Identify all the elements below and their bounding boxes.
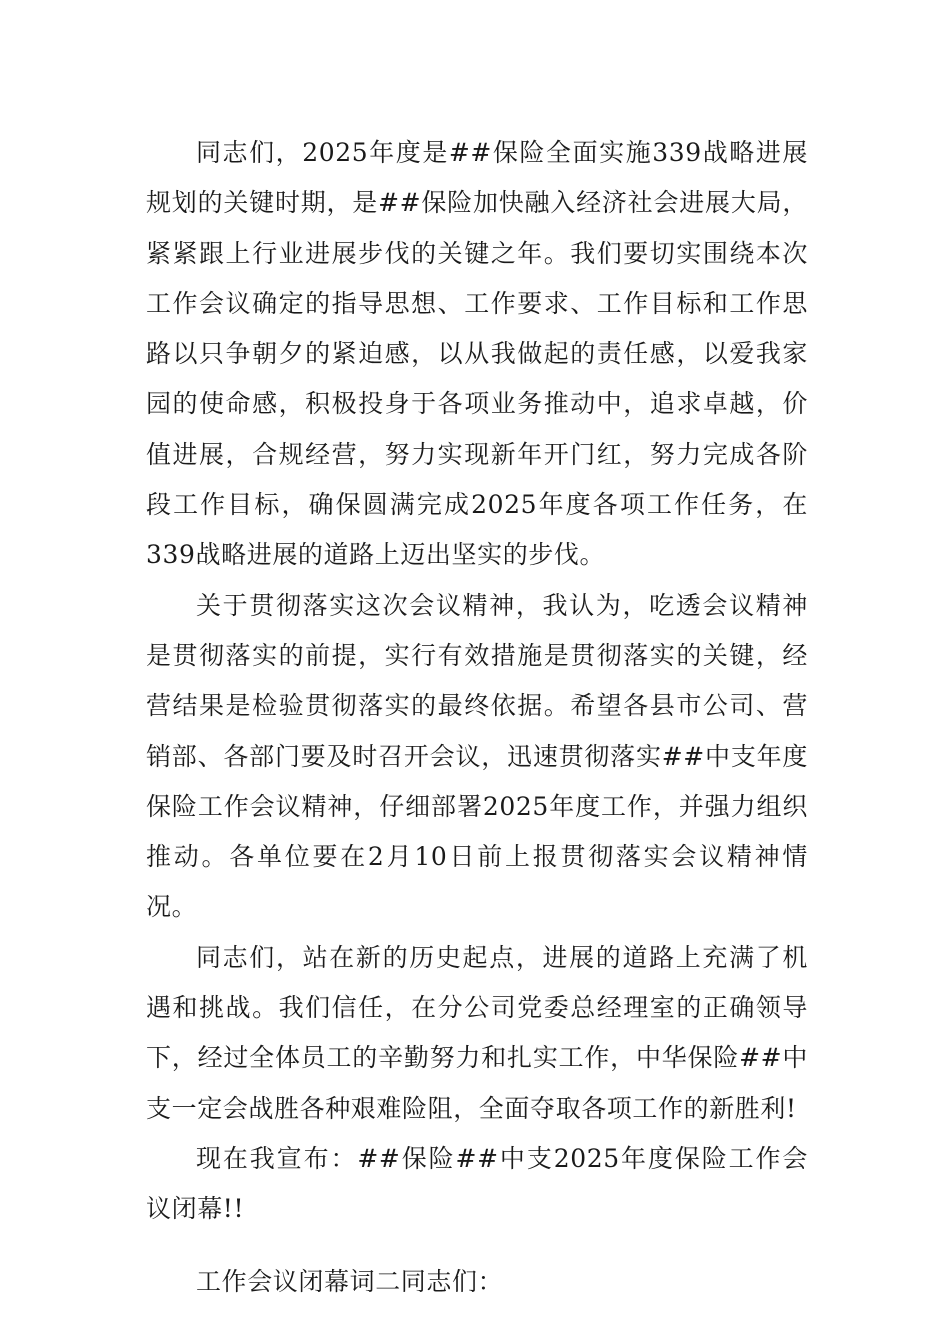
paragraph-2: 关于贯彻落实这次会议精神，我认为，吃透会议精神是贯彻落实的前提，实行有效措施是贯彻落实的关键，经营结果是检验贯彻落实的最终依据。希望各县市公司、营销部、各部门要及时召开会议，迅速贯彻落实##中支年度保险工作会议精神，仔细部署2025年度工作，并强力组织推动。各单位要在2月10日前上报贯彻落实会议精神情况。 [146, 590, 808, 922]
paragraph-5: 工作会议闭幕词二同志们： [196, 1266, 504, 1296]
paragraph-4: 现在我宣布：##保险##中支2025年度保险工作会议闭幕!! [146, 1143, 808, 1224]
paragraph-3: 同志们，站在新的历史起点，进展的道路上充满了机遇和挑战。我们信任，在分公司党委总经理室的正确领导下，经过全体员工的辛勤努力和扎实工作，中华保险##中支一定会战胜各种艰难险阻，全面夺取各项工作的新胜利! [146, 942, 808, 1123]
document-page [146, 128, 808, 1307]
paragraph-1: 同志们，2025年度是##保险全面实施339战略进展规划的关键时期，是##保险加快融入经济社会进展大局，紧紧跟上行业进展步伐的关键之年。我们要切实围绕本次工作会议确定的指导思想、工作要求、工作目标和工作思路以只争朝夕的紧迫感，以从我做起的责任感，以爱我家园的使命感，积极投身于各项业务推动中，追求卓越，价值进展，合规经营，努力实现新年开门红，努力完成各阶段工作目标，确保圆满完成2025年度各项工作任务，在339战略进展的道路上迈出坚实的步伐。 [146, 138, 808, 570]
